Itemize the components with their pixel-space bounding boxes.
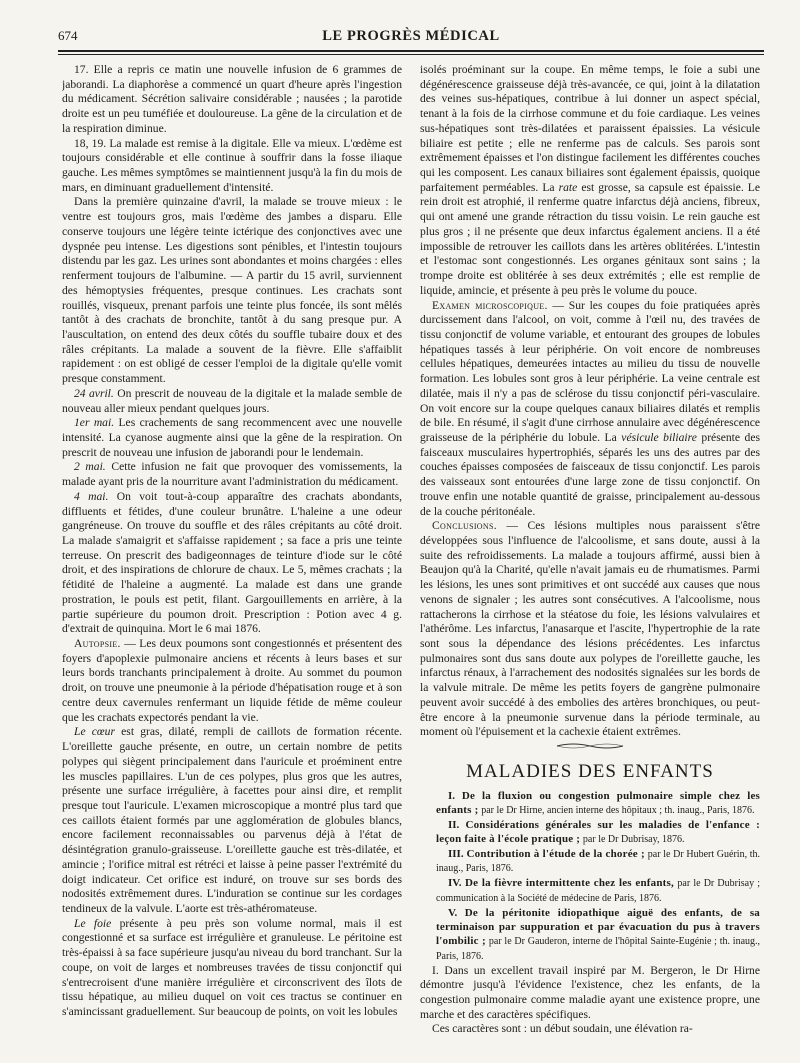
paragraph: [62, 490, 402, 637]
paragraph: [62, 637, 402, 725]
date-label: 1er mai.: [74, 416, 115, 430]
ornament-divider: [420, 742, 760, 755]
paragraph: [420, 63, 760, 299]
section-label: Examen microscopique.: [432, 298, 548, 312]
reference-meta: par le Dr Dubrisay, 1876.: [582, 833, 685, 845]
section-label: Conclusions.: [432, 519, 497, 533]
reference-title: De la fièvre intermittente chez les enfants,: [464, 877, 674, 890]
paragraph: Ces caractères sont : un début soudain, une élévation ra-: [432, 1022, 693, 1036]
paragraph-text: est grosse, sa capsule est épaissie. Le rein droit est atrophié, il renferme quatre infarctus déjà anciens, fibreux, qui ont amené une grande rétraction du tissu voisin. Le rein gauche est plus gros ; il ne présente que deux infarctus également anciens. Il a été impossible de retrouver les caillots dans les artères oblitérées. L'intestin et l'estomac sont congestionnés. Les organes génitaux sont sains ; la trompe droite est oblitérée à ses deux extrémités ; elle est remplie de liquide, amincie, et présente à peu près le volume du pouce.: [420, 180, 760, 297]
paragraph-text: est gras, dilaté, rempli de caillots de formation récente. L'oreillette gauche présente, en outre, un certain nombre de petits polypes qui siègent principalement dans l'auricule et proéminent entre les muscles papillaires. L'un de ces polypes, plus gros que les autres, présente une surface irrégulière, à facettes pour ainsi dire, et remplit presque tout l'auricule. L'examen microscopique a montré plus tard que ces caillots étaient formés par une agglomération de globules blancs, encore facilement reconnaissables ou parvenus déjà à l'état de désintégration granulo-graisseuse. L'oreillette gauche est très-dilatée, et amincie ; l'orifice mitral est rétréci et laisse à peine passer l'extrémité du doigt indicateur. Cet orifice est induré, on trouve sur ses bords des nodosités extrêmement dures. L'induration se continue sur les cordages tendineux de la valvule. L'aorte est très-athéromateuse.: [62, 725, 402, 915]
date-label: 24 avril.: [74, 386, 114, 400]
paragraph-text: — Ces lésions multiples nous paraissent s'être développées sous l'influence de l'alcoolisme, et sans doute, aussi à la suite des refroidissements. La malade a toujours affirmé, aussi bien à Beaujon qu'à la Charité, qu'elle n'avait jamais eu de rhumatismes. Parmi les lésions, les unes sont primitives et ont succédé aux causes que nous venons de signaler ; les autres sont consécutives. A l'alcoolisme, nous rattacherons la cirrhose et la stéatose du foie, les lésions valvulaires et l'athérôme. Les infarctus, l'anasarque et l'ascite, l'hypertrophie de la rate sont sous la dépendance des lésions précédentes. Les infarctus pulmonaires sont dus sans doute aux polypes de l'oreillette gauche, les infarctus rénaux, à l'arrachement des nodosités signalées sur les bords de la valvule mitrale. De même les petits foyers de gangrène pulmonaire peuvent avoir succédé à des embolies des artères bronchiques, ou peut-être encore à la pneumonie survenue dans la période terminale, au moment où l'épuisement et la cachexie étaient extrêmes.: [420, 519, 760, 739]
reference-item: [420, 789, 760, 818]
paragraph: [420, 519, 760, 740]
paragraph-text: présente des faisceaux musculaires hypertrophiés, séparés les uns des autres par des couches épaisses composées de faisceaux de tissu conjonctif. Les parois des vaisseaux sont entourées d'une large zone de tissu conjonctif. On trouve enfin une notable quantité de graisse, principalement au-dessous de la couche péritonéale.: [420, 430, 760, 518]
organ-label: vésicule biliaire: [621, 430, 697, 444]
reference-item: [420, 847, 760, 877]
date-label: 2 mai.: [74, 460, 106, 474]
header-rule-thin: [58, 54, 764, 55]
page-number: 674: [58, 28, 78, 43]
paragraph-text: Les crachements de sang recommencent avec une nouvelle intensité. La cyanose augmente ainsi que la gêne de la respiration. On prescrit de nouveau une infusion de jaborandi pour le lendemain.: [62, 416, 402, 459]
paragraph: [62, 460, 402, 489]
organ-label: rate: [558, 180, 578, 194]
paragraph: [62, 416, 402, 460]
reference-number: I.: [448, 789, 456, 802]
reference-list: [420, 789, 760, 964]
paragraph: 18, 19. La malade est remise à la digitale. Elle va mieux. L'œdème est toujours considérable et elle continue à souffrir dans la fosse iliaque gauche. Les mêmes symptômes se maintiennent jusqu'à la fin du mois de mars, en diminuant graduellement d'intensité.: [62, 136, 402, 194]
paragraph: 17. Elle a repris ce matin une nouvelle infusion de 6 grammes de jaborandi. La diaphorèse a commencé un quart d'heure après l'ingestion du médicament. Sécrétion salivaire considérable ; nausées ; la parotide droite est un peu tuméfiée et douloureuse. La gêne de la circulation et de la respiration diminue.: [62, 63, 402, 135]
journal-title: LE PROGRÈS MÉDICAL: [322, 28, 500, 44]
reference-title: De la fluxion ou congestion pulmonaire simple chez les enfants ;: [436, 789, 760, 816]
paragraph: I. Dans un excellent travail inspiré par M. Bergeron, le Dr Hirne démontre jusqu'à l'évidence l'existence, chez les enfants, de la congestion pulmonaire comme maladie ayant une existence propre, une marche et des caractères spécifiques.: [420, 963, 760, 1021]
section-title: MALADIES DES ENFANTS: [466, 760, 714, 782]
reference-item: [420, 876, 760, 906]
paragraph-text: Cette infusion ne fait que provoquer des vomissements, la malade ayant pris de la nourriture avant l'administration du médicament.: [62, 460, 402, 489]
date-label: 4 mai.: [74, 489, 109, 503]
right-column: [420, 63, 760, 1053]
paragraph: [62, 725, 402, 916]
paragraph-text: On voit tout-à-coup apparaître des crachats abondants, diffluents et fétides, d'une couleur brunâtre. L'haleine a une odeur gangréneuse. On trouve du souffle et des râles crépitants au côté droit. La malade s'amaigrit et s'affaisse rapidement ; sa face a pris une teinte terreuse. On prescrit des badigeonnages de teinture d'iode sur le côté droit, et des inspirations de chlorure de chaux. Le 5, mêmes crachats ; la fétidité de l'haleine a augmenté. La malade est dans une grande prostration, le pouls est petit, filant. Gargouillements en arrière, à la partie supérieure du poumon droit. Prescription : Potion avec 4 g. d'extrait de quinquina. Mort le 6 mai 1876.: [62, 489, 402, 636]
reference-number: III.: [448, 847, 464, 860]
paragraph: [62, 917, 402, 1020]
paragraph: [420, 299, 760, 520]
paragraph: Dans la première quinzaine d'avril, la malade se trouve mieux : le ventre est toujours gros, mais l'œdème des jambes a disparu. Elle conserve toujours une légère teinte ictérique des conjonctives avec une dyspnée peu intense. Les digestions sont pénibles, et l'intestin toujours distendu par les gaz. Les urines sont abondantes et moins chargées : elles renferment toujours de l'albumine. — A partir du 15 avril, surviennent des hémoptysies fréquentes, presque continues. Les crachats sont rouillés, visqueux, prenant parfois une teinte plus foncée, ils sont mêlés tantôt à des crachats de bronchite, tantôt à du sang presque pur. A l'auscultation, on entend des deux côtés du souffle tubaire doux et des râles crépitants. La malade a souvent de la fièvre. Elle s'affaiblit rapidement : on est obligé de cesser l'emploi de la digitale qu'elle vomit presque constamment.: [62, 195, 402, 386]
section-label: Autopsie.: [74, 637, 121, 651]
paragraph: [62, 387, 402, 416]
paragraph-text: — Les deux poumons sont congestionnés et présentent des foyers d'apoplexie pulmonaire anciens et récents à leurs bases et sur leurs bords tranchants principalement à droite. Au sommet du poumon droit, on trouve une pneumonie à la période d'hépatisation rouge et à son centre deux cavernules renfermant un liquide fétide de même couleur que les crachats expectorés pendant la vie.: [62, 637, 402, 724]
reference-number: IV.: [448, 877, 462, 890]
reference-item: [420, 818, 760, 847]
paragraph-text: On prescrit de nouveau de la digitale et la malade semble de nouveau aller mieux pendant quelques jours.: [62, 386, 402, 415]
running-header: [58, 22, 764, 48]
left-column: [62, 63, 402, 1053]
reference-item: [420, 906, 760, 964]
reference-number: V.: [448, 906, 458, 919]
ornament-icon: [555, 742, 625, 750]
reference-number: II.: [448, 818, 460, 831]
header-rule-thick: [58, 50, 764, 52]
paragraph-text: présente à peu près son volume normal, mais il est congestionné et sa surface est irrégulière et granuleuse. Le péritoine est très-épaissi à sa face supérieure jusqu'au niveau du bord tranchant. Sur la coupe, on voit de larges et nombreuses travées de tissu conjonctif qui s'entrecroisent d'une manière irrégulière et circonscrivent des îlots de tissu hépatique, au milieu duquel on voit ces tractus se continuer en s'amincissant graduellement. Sur beaucoup de points, on voit les lobules: [62, 916, 402, 1018]
paragraph-text: — Sur les coupes du foie pratiquées après durcissement dans l'alcool, on voit, comme à l'œil nu, des travées de tissu conjonctif de volume variable, et entourant des groupes de lobules hépatiques tassés à leur périphérie. On voit encore de nombreuses cellules hépatiques, demeurées intactes au milieu du tissu de nouvelle formation. Les lobules sont gros à leur périphérie. La veine centrale est dilatée, mais il n'y a pas de sclérose du tissu conjonctif péri-vasculaire. On voit encore sur la coupe quelques canaux biliaires dilatés et remplis de bile. En résumé, il s'agit d'une cirrhose annulaire avec dégénérescence graisseuse de la périphérie du lobule. La: [420, 298, 760, 444]
reference-meta: par le Dr Dubrisay ; communication à la Société de médecine de Paris, 1876.: [436, 878, 760, 905]
reference-meta: par le Dr Hirne, ancien interne des hôpitaux ; th. inaug., Paris, 1876.: [481, 804, 755, 816]
reference-title: Contribution à l'étude de la chorée ;: [466, 847, 645, 860]
reference-meta: par le Dr Gauderon, interne de l'hôpital Sainte-Eugénie ; th. inaug., Paris, 1876.: [436, 935, 760, 962]
reference-meta: par le Dr Hubert Guérin, th. inaug., Paris, 1876.: [436, 848, 760, 875]
organ-label: Le cœur: [74, 725, 115, 739]
paragraph-text: isolés proéminant sur la coupe. En même temps, le foie a subi une dégénérescence graisseuse déjà très-avancée, ce qui, joint à la dilatation des veines sus-hépatiques, contribue à lui donner un aspect spécial, tenant à la fois de la cirrhose commune et du foie cardiaque. Les veines sus-hépatiques sont très-dilatées et paraissent épaissies. La vésicule biliaire est petite ; elle ne renferme pas de calculs. Ses parois sont extrêmement épaisses et l'on distingue facilement les différentes couches qui les composent. Les canaux biliaires sont également épaissis, quoique parfaitement perméables. La: [420, 63, 760, 194]
organ-label: Le foie: [74, 916, 112, 930]
reference-title: Considérations générales sur les maladies de l'enfance : leçon faite à l'école pratique ;: [436, 818, 760, 845]
reference-title: De la péritonite idiopathique aiguë des enfants, de sa terminaison par suppuration et par évacuation du pus à travers l'ombilic ;: [436, 906, 760, 947]
